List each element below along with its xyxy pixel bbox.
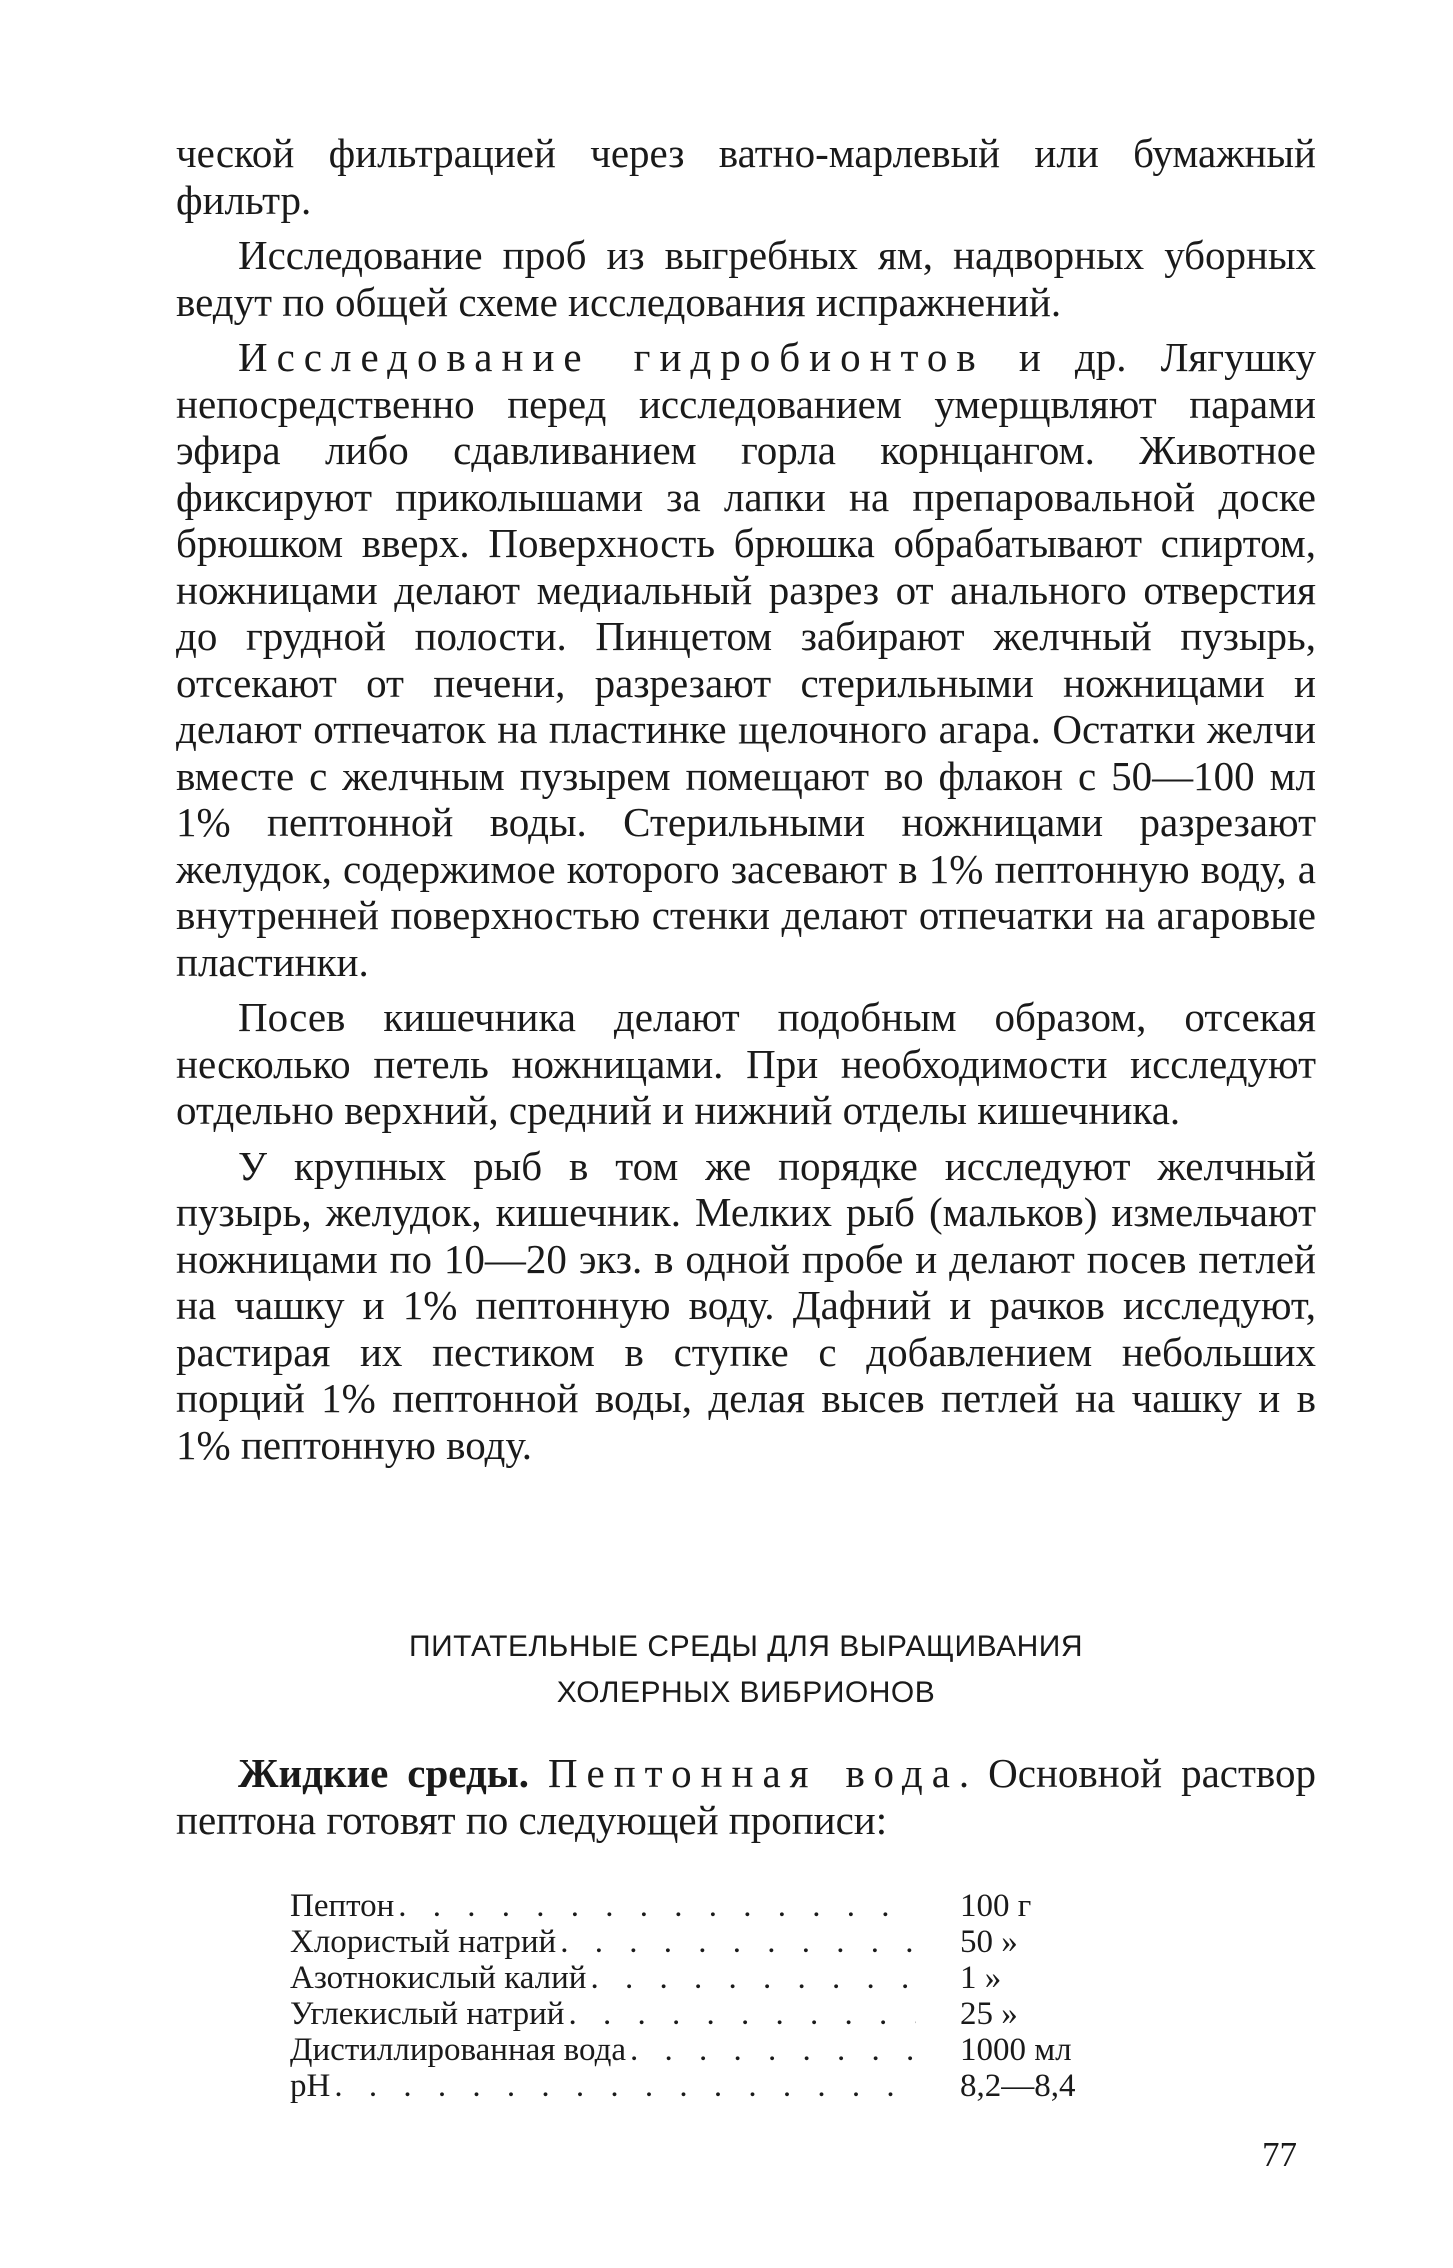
recipe-ingredient: Хлористый натрий: [290, 1924, 557, 1960]
page-number: 77: [1262, 2135, 1297, 2174]
section-heading-line-2: ХОЛЕРНЫХ ВИБРИОНОВ: [556, 1676, 936, 1709]
section-heading: [176, 1624, 1316, 1716]
recipe-amount: 100 г: [960, 1888, 1032, 1924]
recipe-amount: 1000 мл: [960, 2032, 1072, 2068]
recipe-ingredient: Дистиллированная вода: [290, 2032, 627, 2068]
paragraph-filtration: [176, 130, 1316, 223]
paragraph-text: ческой фильтрацией через ватно-марлевый или бумажный фильтр.: [176, 130, 1316, 223]
liquid-media-intro: [176, 1750, 1316, 1852]
body-text: [176, 130, 1316, 1477]
recipe-ingredient: Пептон: [290, 1888, 395, 1924]
spaced-term: Пептонная вода: [547, 1750, 959, 1796]
recipe-amount: 8,2—8,4: [960, 2068, 1076, 2104]
paragraph-text: Посев кишечника делают подобным образом, отсекая несколько петель ножницами. При необходимости исследуют отдельно верхний, средний и нижний отделы кишечника.: [176, 994, 1316, 1133]
recipe-row: [290, 1960, 1120, 1996]
paragraph-hydrobionts: [176, 334, 1316, 985]
recipe-amount: 1 »: [960, 1960, 1002, 1996]
paragraph-fish: [176, 1143, 1316, 1469]
paragraph-lead-term: Исследование гидробионтов: [238, 334, 985, 380]
recipe-row: [290, 1888, 1120, 1924]
recipe-amount: 25 »: [960, 1996, 1018, 2032]
dot-leader: [398, 1888, 916, 1924]
recipe-ingredient: Углекислый натрий: [290, 1996, 565, 2032]
recipe-ingredient: pH: [290, 2068, 331, 2104]
recipe-amount: 50 »: [960, 1924, 1018, 1960]
dot-leader: [334, 2068, 916, 2104]
recipe-row: [290, 1924, 1120, 1960]
paragraph-latrines: [176, 232, 1316, 325]
recipe-table: [290, 1888, 1120, 2104]
section-heading-line-1: ПИТАТЕЛЬНЫЕ СРЕДЫ ДЛЯ ВЫРАЩИВАНИЯ: [409, 1630, 1083, 1663]
recipe-row: [290, 2032, 1120, 2068]
recipe-ingredient: Азотнокислый калий: [290, 1960, 587, 1996]
paragraph-text: Исследование проб из выгребных ям, надворных уборных ведут по общей схеме исследования испражнений.: [176, 232, 1316, 325]
paragraph-peptone-water: [176, 1750, 1316, 1843]
dot-leader: [630, 2032, 916, 2068]
dot-leader: [560, 1924, 916, 1960]
recipe-row: [290, 1996, 1120, 2032]
paragraph-intestine: [176, 994, 1316, 1134]
paragraph-text: . Основной раствор пептона готовят по следующей прописи:: [176, 1750, 1316, 1843]
paragraph-text: У крупных рыб в том же порядке исследуют желчный пузырь, желудок, кишечник. Мелких рыб (мальков) измельчают ножницами по 10—20 экз. в одной пробе и делают посев петлей на чашку и 1% пептонную воду. Дафний и рачков исследуют, растирая их пестиком в ступке с добавлением небольших порций 1% пептонной воды, делая высев петлей на чашку и в 1% пептонную воду.: [176, 1142, 1316, 1468]
recipe-row: [290, 2068, 1120, 2104]
paragraph-text: и др. Лягушку непосредственно перед исследованием умерщвляют парами эфира либо сдавливанием горла корнцангом. Животное фиксируют приколышами за лапки на препаровальной доске брюшком вверх. Поверхность брюшка обрабатывают спиртом, ножницами делают медиальный разрез от анального отверстия до грудной полости. Пинцетом забирают желчный пузырь, отсекают от печени, разрезают стерильными ножницами и делают отпечаток на пластинке щелочного агара. Остатки желчи вместе с желчным пузырем помещают во флакон с 50—100 мл 1% пептонной воды. Стерильными ножницами разрезают желудок, содержимое которого засевают в 1% пептонную воду, а внутренней поверхностью стенки делают отпечатки на агаровые пластинки.: [176, 334, 1316, 985]
dot-leader: [590, 1960, 916, 1996]
bold-lead-term: Жидкие среды.: [238, 1750, 529, 1796]
dot-leader: [568, 1996, 916, 2032]
